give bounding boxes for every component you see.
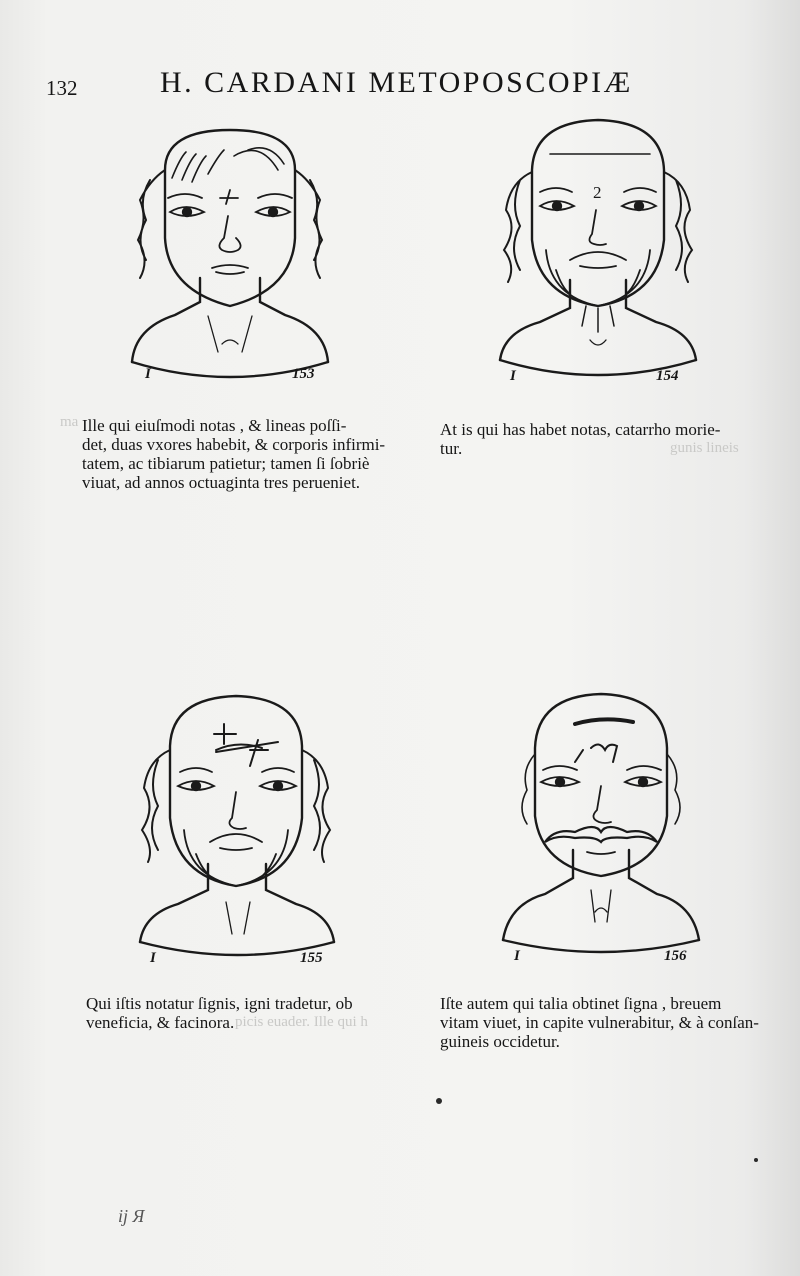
caption-line: det, duas vxores habebit, & corporis infirmi- (82, 435, 386, 454)
woodcut-illustration (128, 690, 348, 965)
caption-154 (440, 420, 720, 458)
plate-label: I (510, 368, 516, 384)
ink-speck (754, 1158, 758, 1162)
caption-line: tatem, ac tibiarum patietur; tamen ſi ſobriè (82, 454, 370, 473)
woodcut-face-154 (490, 110, 710, 390)
show-through: gunis lineis (670, 440, 739, 456)
forehead-mark: 2 (593, 183, 602, 202)
caption-155 (86, 994, 353, 1032)
page-number: 132 (46, 76, 78, 100)
caption-line: vitam viuet, in capite vulnerabitur, & à conſan- (440, 1013, 759, 1032)
woodcut-face-156 (495, 690, 710, 965)
caption-line: Ille qui eiuſmodi notas , & lineas poſſi- (82, 416, 347, 435)
plate-number: 155 (300, 950, 323, 966)
show-through: ma (60, 414, 79, 430)
caption-line: guineis occidetur. (440, 1032, 560, 1051)
plate-label: I (514, 948, 520, 964)
plate-label: I (145, 366, 151, 382)
woodcut-illustration (490, 110, 710, 390)
caption-156 (440, 994, 759, 1051)
plate-number: 153 (292, 366, 315, 382)
plate-number: 156 (664, 948, 687, 964)
caption-line: Qui iſtis notatur ſignis, igni tradetur, ob (86, 994, 353, 1013)
caption-line: veneficia, & facinora. (86, 1013, 235, 1032)
caption-line: At is qui has habet notas, catarrho morie- (440, 420, 721, 439)
woodcut-face-155 (128, 690, 348, 965)
ink-speck (436, 1098, 442, 1104)
page-title: H. CARDANI METOPOSCOPIÆ (160, 66, 633, 99)
plate-label: I (150, 950, 156, 966)
caption-line: Iſte autem qui talia obtinet ſigna , breuem (440, 994, 722, 1013)
woodcut-illustration (120, 120, 340, 390)
running-head (0, 62, 800, 102)
caption-line: viuat, ad annos octuaginta tres perueniet. (82, 473, 361, 492)
woodcut-face-153 (120, 120, 340, 390)
caption-153 (82, 416, 385, 492)
plate-number: 154 (656, 368, 679, 384)
woodcut-illustration (495, 690, 710, 965)
signature-mark: ij Я (118, 1206, 145, 1226)
show-through: picis euader. Ille qui h (235, 1014, 368, 1030)
caption-line: tur. (440, 439, 463, 458)
